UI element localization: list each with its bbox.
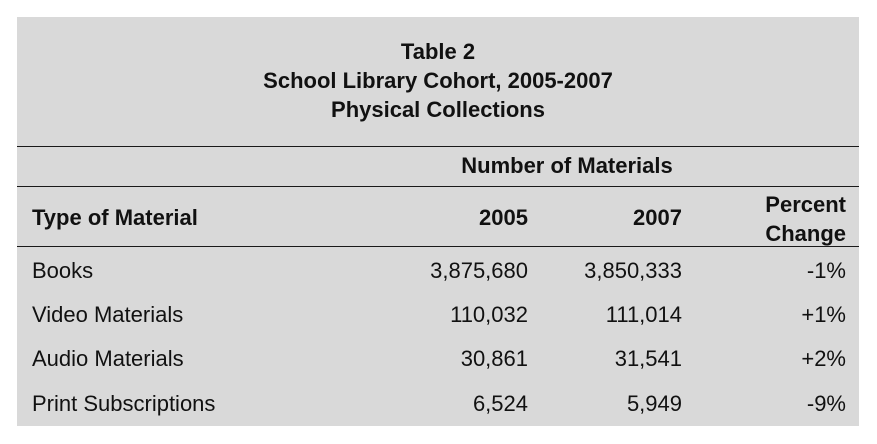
column-header-2005: 2005: [479, 205, 528, 230]
table-panel: [17, 17, 859, 426]
rule-header: [17, 246, 859, 247]
row-video-2005: 110,032: [450, 302, 528, 327]
table-title: [17, 37, 859, 124]
rule-group: [17, 186, 859, 187]
column-header-2007: 2007: [633, 205, 682, 230]
title-line-2: School Library Cohort, 2005-2007: [263, 68, 613, 93]
row-audio-pct: +2%: [801, 346, 846, 371]
row-books-2007: 3,850,333: [584, 258, 682, 283]
group-header-number-of-materials: Number of Materials: [461, 153, 673, 178]
title-line-1: Table 2: [400, 39, 476, 64]
title-line-3: Physical Collections: [331, 97, 545, 122]
row-audio-2007: 31,541: [614, 346, 682, 371]
row-print-2007: 5,949: [626, 391, 682, 416]
row-print-type: Print Subscriptions: [32, 391, 216, 416]
row-print-pct: -9%: [806, 391, 846, 416]
row-audio-2005: 30,861: [460, 346, 528, 371]
column-header-percent-change: [717, 190, 846, 248]
row-books-2005: 3,875,680: [430, 258, 528, 283]
row-books-type: Books: [32, 258, 94, 283]
row-video-type: Video Materials: [32, 302, 184, 327]
row-video-pct: +1%: [801, 302, 846, 327]
row-audio-type: Audio Materials: [32, 346, 184, 371]
column-header-type: Type of Material: [32, 205, 198, 230]
column-header-change: Change: [765, 221, 846, 246]
row-print-2005: 6,524: [472, 391, 528, 416]
row-books-pct: -1%: [806, 258, 846, 283]
rule-top: [17, 146, 859, 147]
row-video-2007: 111,014: [605, 302, 682, 327]
column-header-percent: Percent: [765, 192, 846, 217]
